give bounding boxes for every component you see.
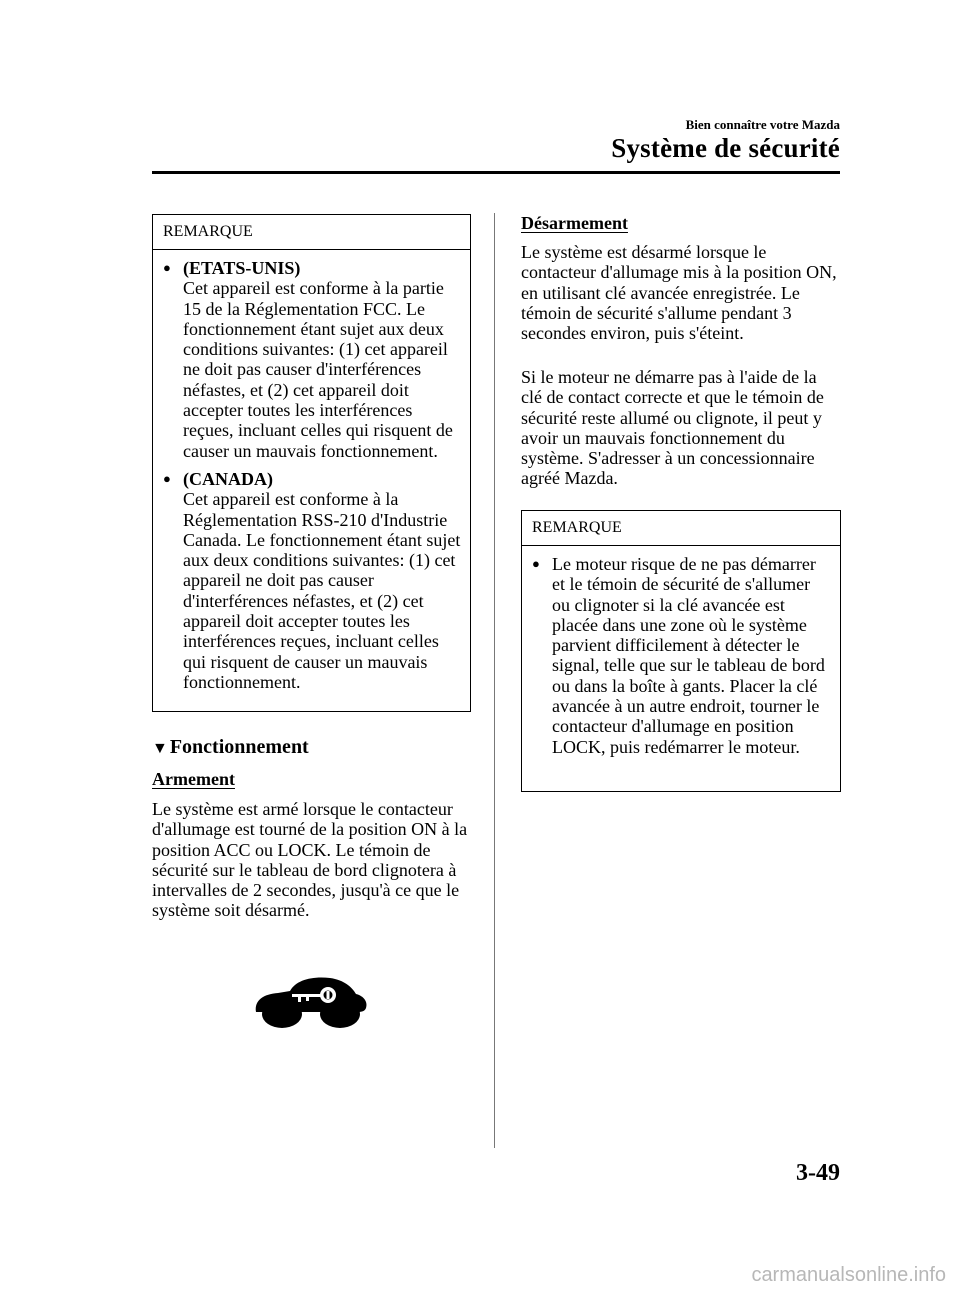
security-indicator-car-key-icon: [252, 974, 370, 1030]
note-item-canada: [163, 469, 462, 692]
watermark: carmanualsonline.info: [751, 1264, 946, 1286]
bullet-icon: ●: [163, 260, 171, 275]
chapter-title: Système de sécurité: [611, 133, 840, 163]
section-title: [152, 736, 309, 759]
note-box-left: [152, 214, 471, 712]
header-rule: [152, 171, 840, 174]
note-body: [153, 250, 470, 700]
note-item-text: Le moteur risque de ne pas démarrer et le témoin de sécurité de s'allumer ou clignoter si la clé avancée est placée dans une zone où le système parvient difficilement à détecter le signal, telle que sur le tableau de bord ou dans la boîte à gants. Placer la clé avancée à un autre endroit, tourner le contacteur d'allumage en position LOCK, puis redémarrer le moteur.: [552, 554, 825, 757]
note-item-heading: (CANADA): [183, 468, 273, 489]
note-box-right: [521, 510, 841, 792]
disarming-text-2: Si le moteur ne démarre pas à l'aide de la clé de contact correcte et que le témoin de sécurité reste allumé ou clignote, il peut y avoir un mauvais fonctionnement du système. S'adresser à un concessionnaire agréé Mazda.: [521, 367, 824, 489]
note-body: [522, 546, 840, 765]
column-divider: [494, 213, 495, 1148]
note-item-text: Cet appareil est conforme à la Réglementation RSS-210 d'Industrie Canada. Le fonctionnement étant sujet aux deux conditions suivantes: (1) cet appareil ne doit pas causer d'interférences néfastes, et (2) cet appareil doit accepter toutes les interférences reçues, incluant celles qui risquent de causer un mauvais fonctionnement.: [183, 489, 461, 692]
page-number: 3-49: [796, 1160, 840, 1186]
note-item: [532, 554, 832, 757]
note-item-usa: [163, 258, 462, 461]
arming-text: Le système est armé lorsque le contacteur d'allumage est tourné de la position ON à la position ACC ou LOCK. Le témoin de sécurité sur le tableau de bord clignotera à intervalles de 2 secondes, jusqu'à ce que le système soit désarmé.: [152, 799, 468, 921]
note-item-text: Cet appareil est conforme à la partie 15 de la Réglementation FCC. Le fonctionnement étant sujet aux deux conditions suivantes: (1) cet appareil ne doit pas causer d'interférences néfastes, et (2) cet appareil doit accepter toutes les interférences reçues, incluant celles qui risquent de causer un mauvais fonctionnement.: [183, 278, 453, 461]
triangle-marker-icon: ▼: [152, 740, 168, 757]
chapter-subtitle: Bien connaître votre Mazda: [685, 117, 840, 132]
note-title: REMARQUE: [522, 511, 840, 546]
section-title-text: Fonctionnement: [169, 736, 309, 758]
bullet-icon: ●: [532, 556, 540, 571]
note-item-heading: (ETATS-UNIS): [183, 258, 301, 278]
disarming-heading: Désarmement: [521, 213, 628, 233]
disarming-text-1: Le système est désarmé lorsque le contacteur d'allumage mis à la position ON, en utilisant clé avancée enregistrée. Le témoin de sécurité s'allume pendant 3 secondes environ, puis s'éteint.: [521, 242, 837, 344]
arming-heading: Armement: [152, 769, 235, 789]
bullet-icon: ●: [163, 470, 171, 486]
note-title: REMARQUE: [153, 215, 470, 250]
